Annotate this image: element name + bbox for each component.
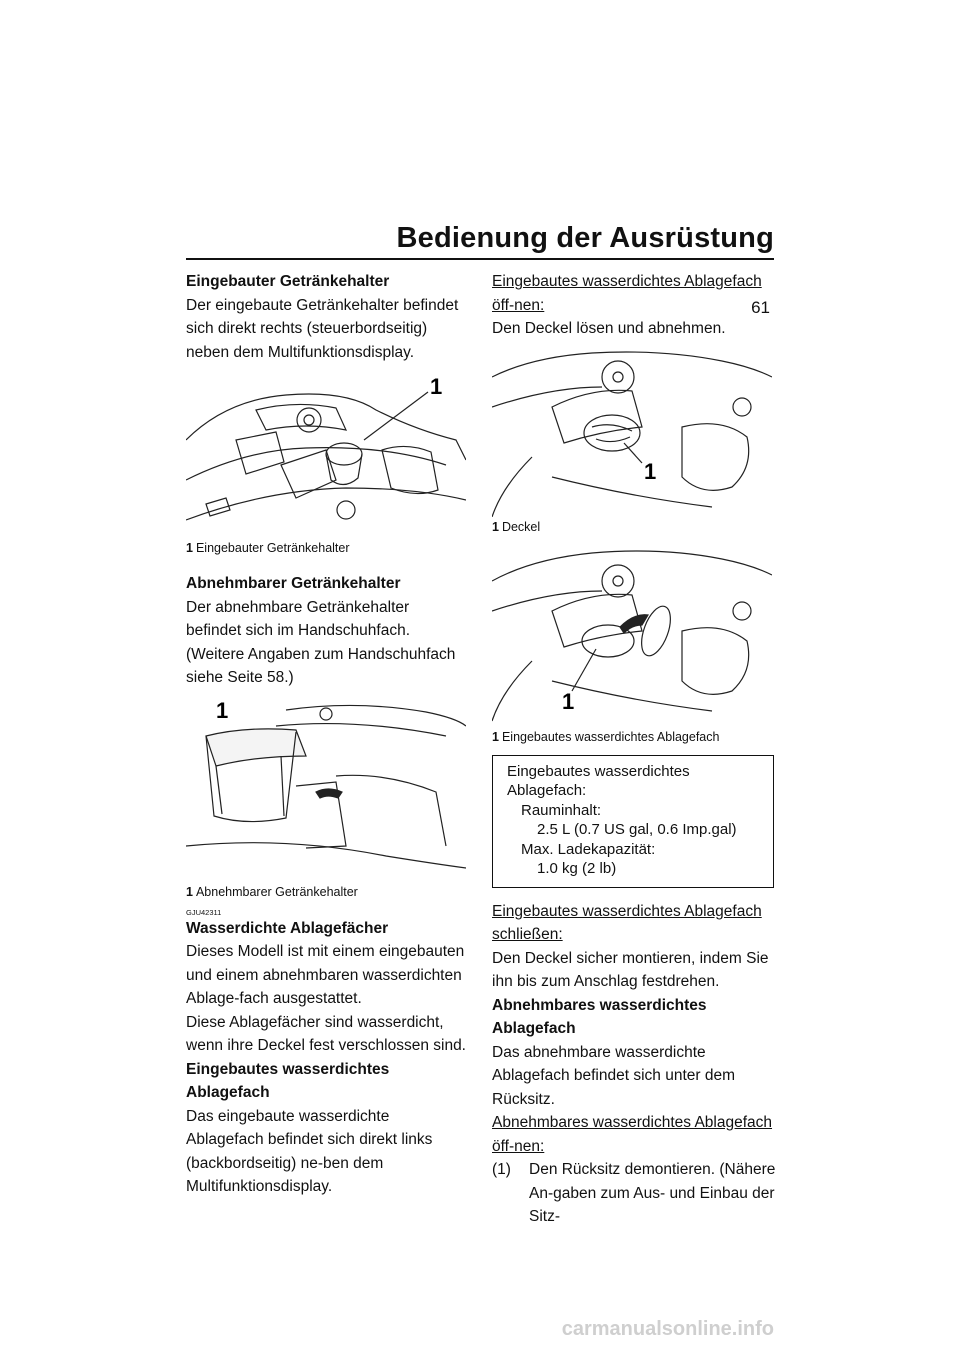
paragraph-built-in-compartment: Das eingebaute wasserdichte Ablagefach befindet sich direkt links (backbordseitig) ne-ben dem Multifunktionsdisplay.: [186, 1107, 433, 1195]
section-heading-waterproof-compartments: Wasserdichte Ablagefächer: [186, 919, 389, 937]
left-column: [186, 270, 466, 1199]
figure-caption: 1 Deckel: [492, 519, 541, 534]
section-heading-removable-compartment: Abnehmbares wasserdichtes Ablagefach: [492, 996, 707, 1037]
page-number: 61: [751, 298, 770, 317]
figure-caption: 1 Eingebautes wasserdichtes Ablagefach: [492, 729, 720, 744]
section-heading-built-in-compartment: Eingebautes wasserdichtes Ablagefach: [186, 1060, 390, 1101]
figure-built-in-cupholder: [186, 370, 466, 538]
figure-callout: 1: [644, 458, 657, 484]
section-heading-built-in-cupholder: Eingebauter Getränkehalter: [186, 273, 390, 290]
paragraph-close-built-in-compartment: Den Deckel sicher montieren, indem Sie ihn bis zum Anschlag festdrehen.: [492, 949, 769, 990]
spec-capacity-label: Rauminhalt:: [521, 801, 602, 819]
list-item: [492, 1158, 778, 1229]
figure-caption: 1 Abnehmbarer Getränkehalter: [186, 884, 358, 899]
paragraph-waterproof-compartments-2: Diese Ablagefächer sind wasserdicht, wenn ihre Deckel fest verschlossen sind.: [186, 1013, 466, 1054]
paragraph-built-in-cupholder: Der eingebaute Getränkehalter befindet sich direkt rechts (steuerbordseitig) neben dem Multifunktionsdisplay.: [186, 296, 459, 361]
figure-callout: 1: [562, 688, 575, 714]
figure-callout: 1: [430, 374, 443, 399]
subheading-open-built-in-compartment: Eingebautes wasserdichtes Ablagefach öff-nen:: [492, 273, 762, 314]
page-title: Bedienung der Ausrüstung: [396, 222, 774, 254]
paragraph-removable-cupholder: Der abnehmbare Getränkehalter befindet sich im Handschuhfach. (Weitere Angaben zum Handschuhfach siehe Seite 58.): [186, 598, 456, 686]
figure-built-in-compartment: [492, 541, 772, 727]
section-heading-removable-cupholder: Abnehmbarer Getränkehalter: [186, 575, 401, 592]
spec-title: Eingebautes wasserdichtes Ablagefach:: [507, 762, 690, 799]
right-column: [492, 270, 778, 1229]
subheading-close-built-in-compartment: Eingebautes wasserdichtes Ablagefach schließen:: [492, 902, 762, 943]
spec-box: [492, 755, 774, 888]
document-code: GJU42311: [186, 907, 222, 917]
paragraph-waterproof-compartments-1: Dieses Modell ist mit einem eingebauten und einem abnehmbaren wasserdichten Ablage-fach ausgestattet.: [186, 943, 465, 1007]
subheading-open-removable-compartment: Abnehmbares wasserdichtes Ablagefach öff-nen:: [492, 1114, 773, 1155]
figure-callout: 1: [216, 697, 229, 723]
figure-removable-cupholder: [186, 696, 466, 882]
watermark: carmanualsonline.info: [561, 1318, 774, 1340]
figure-caption: 1 Eingebauter Getränkehalter: [186, 541, 350, 555]
list-item-text: Den Rücksitz demontieren. (Nähere An-gaben zum Aus- und Einbau der Sitz-: [529, 1161, 776, 1225]
paragraph-open-built-in-compartment: Den Deckel lösen und abnehmen.: [492, 320, 726, 337]
spec-capacity-value: 2.5 L (0.7 US gal, 0.6 Imp.gal): [537, 821, 737, 838]
spec-load-label: Max. Ladekapazität:: [521, 840, 656, 858]
figure-lid: [492, 347, 772, 517]
header-rule: [186, 258, 774, 260]
spec-load-value: 1.0 kg (2 lb): [537, 860, 617, 877]
list-item-number: (1): [492, 1161, 511, 1178]
paragraph-removable-compartment: Das abnehmbare wasserdichte Ablagefach befindet sich unter dem Rücksitz.: [492, 1043, 735, 1108]
